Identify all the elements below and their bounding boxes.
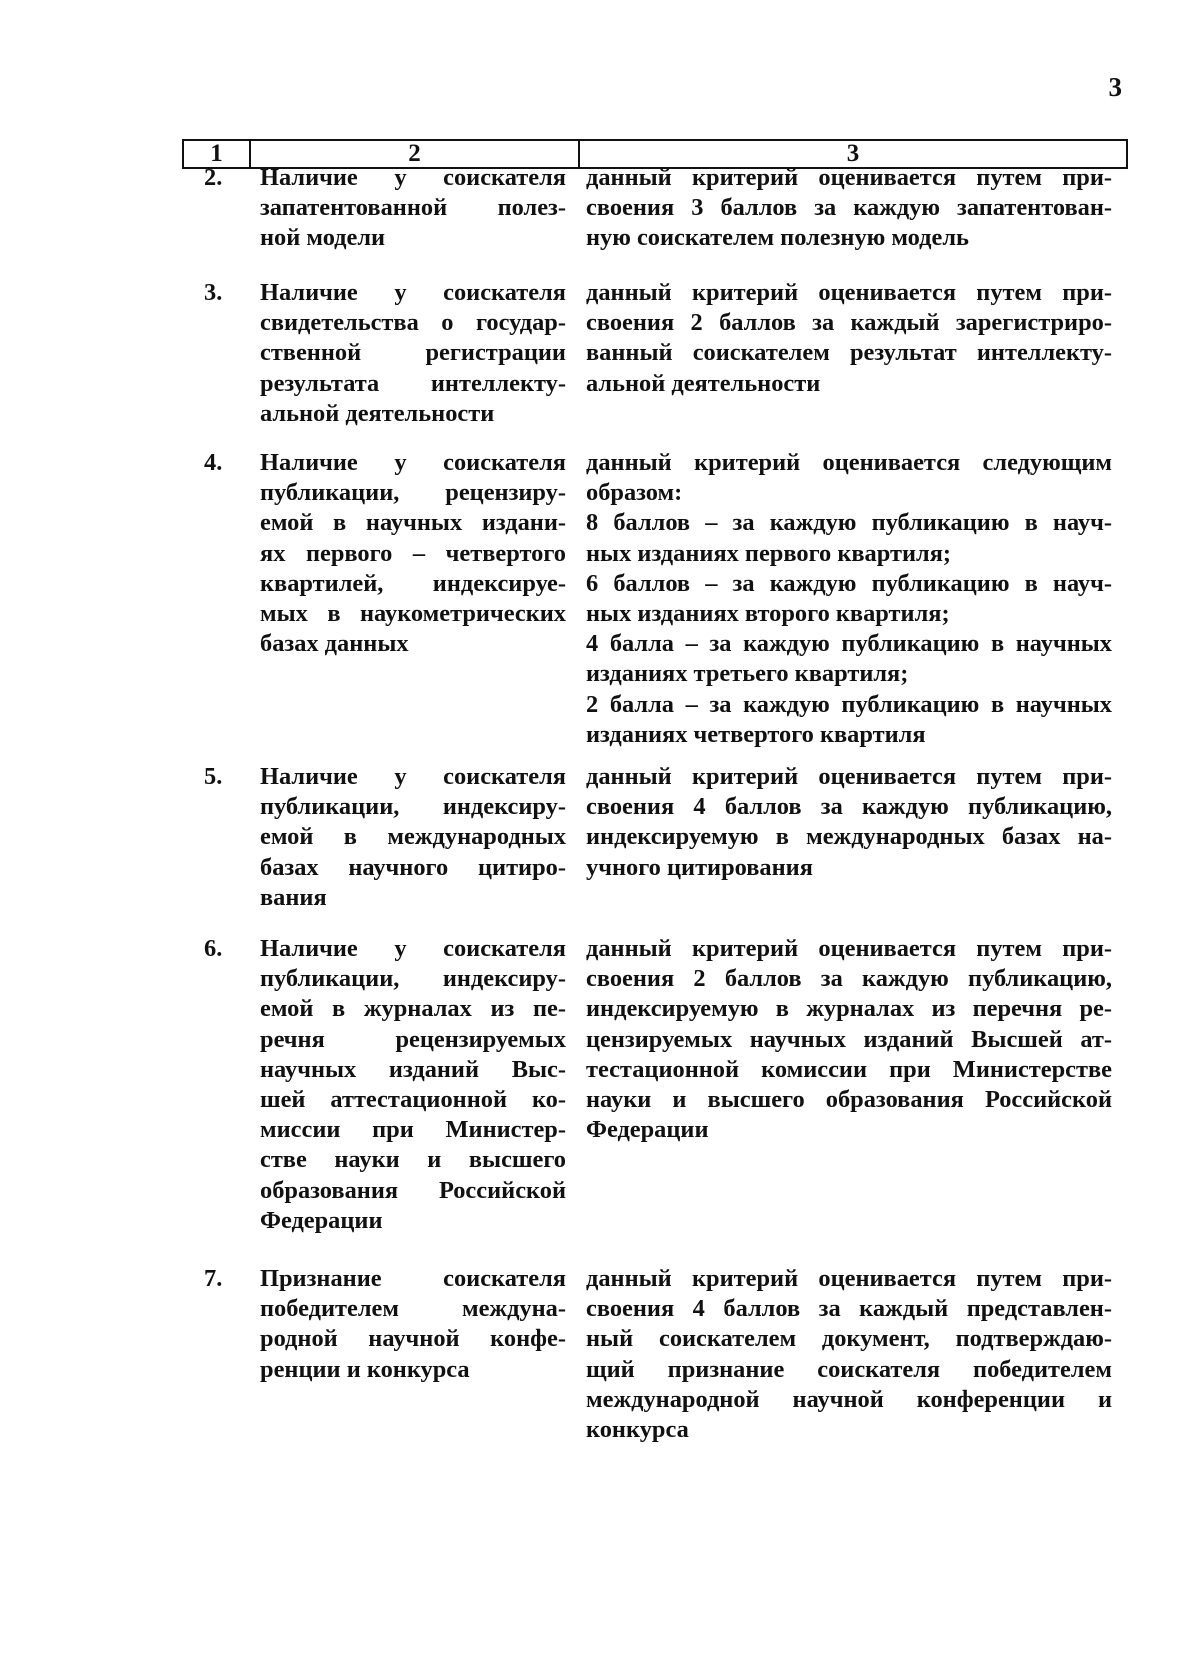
criterion-line: результата интеллекту- [260, 369, 566, 397]
assessment-line: индексируемую в журналах из перечня ре- [586, 995, 1112, 1023]
assessment-line: образом: [586, 479, 683, 507]
row-number: 5. [204, 763, 223, 790]
assessment-line: своения 4 баллов за каждую публикацию, [586, 793, 1112, 821]
criterion-line: публикации, индексиру- [260, 965, 566, 993]
assessment-line: ванный соискателем результат интеллекту- [586, 339, 1112, 367]
criterion-line: ственной регистрации [260, 339, 566, 367]
assessment-line: ную соискателем полезную модель [586, 224, 969, 252]
row-number: 2. [204, 164, 223, 191]
assessment-line: своения 2 баллов за каждую публикацию, [586, 965, 1112, 993]
assessment-line: альной деятельности [586, 369, 821, 397]
criterion-line: Федерации [260, 1206, 383, 1234]
assessment-line: конкурса [586, 1416, 689, 1444]
assessment-line: данный критерий оценивается путем при- [586, 279, 1112, 306]
assessment-line: данный критерий оценивается следующим [586, 449, 1112, 476]
assessment-line: своения 2 баллов за каждый зарегистриро- [586, 309, 1112, 337]
criterion-line: альной деятельности [260, 399, 495, 427]
header-col-1: 1 [184, 141, 251, 167]
row-number: 6. [204, 935, 223, 962]
row-number: 3. [204, 279, 223, 306]
assessment-line: щий признание соискателя победителем [586, 1355, 1112, 1383]
assessment-line: индексируемую в международных базах на- [586, 823, 1112, 851]
assessment-cell [586, 762, 1112, 883]
assessment-line: ных изданиях первого квартиля; [586, 539, 952, 567]
row-number: 7. [204, 1265, 223, 1292]
criterion-line: емой в международных [260, 823, 566, 851]
criterion-line: вания [260, 883, 327, 911]
criterion-line: базах данных [260, 630, 409, 658]
criterion-line: Наличие у соискателя [260, 935, 566, 962]
criterion-cell [260, 934, 566, 1236]
criterion-line: Наличие у соискателя [260, 164, 566, 191]
criterion-line: ной модели [260, 224, 386, 252]
header-col-3: 3 [846, 140, 860, 167]
criterion-line: Наличие у соискателя [260, 449, 566, 476]
assessment-cell [586, 278, 1112, 399]
criterion-line: емой в журналах из пе- [260, 995, 566, 1023]
assessment-line: 4 балла – за каждую публикацию в научных [586, 630, 1112, 658]
assessment-cell [586, 163, 1112, 254]
criterion-line: свидетельства о государ- [260, 309, 566, 337]
assessment-line: 2 балла – за каждую публикацию в научных [586, 690, 1112, 718]
assessment-line: изданиях третьего квартиля; [586, 660, 909, 688]
assessment-cell [586, 1264, 1112, 1445]
assessment-line: данный критерий оценивается путем при- [586, 935, 1112, 962]
criterion-line: публикации, рецензиру- [260, 479, 566, 507]
row-number: 4. [204, 449, 223, 476]
assessment-line: учного цитирования [586, 853, 813, 881]
assessment-line: Федерации [586, 1116, 709, 1144]
criterion-line: базах научного цитиро- [260, 853, 566, 881]
assessment-line: науки и высшего образования Российской [586, 1086, 1112, 1114]
assessment-line: тестационной комиссии при Министерстве [586, 1055, 1112, 1083]
criterion-cell [260, 278, 566, 429]
criterion-line: Признание соискателя [260, 1265, 566, 1292]
criterion-line: стве науки и высшего [260, 1146, 566, 1174]
criterion-line: ренции и конкурса [260, 1355, 470, 1383]
assessment-line: данный критерий оценивается путем при- [586, 164, 1112, 191]
header-col-2: 2 [251, 141, 580, 167]
assessment-cell [586, 934, 1112, 1145]
assessment-line: данный критерий оценивается путем при- [586, 1265, 1112, 1292]
criterion-line: ях первого – четвертого [260, 539, 566, 567]
assessment-line: ных изданиях второго квартиля; [586, 600, 950, 628]
criterion-line: научных изданий Выс- [260, 1055, 566, 1083]
criterion-cell [260, 1264, 566, 1385]
criterion-line: мых в наукометрических [260, 600, 566, 628]
criterion-line: Наличие у соискателя [260, 279, 566, 306]
criterion-line: победителем междуна- [260, 1295, 566, 1323]
criterion-line: Наличие у соискателя [260, 763, 566, 790]
criterion-line: образования Российской [260, 1176, 566, 1204]
assessment-cell [586, 448, 1112, 750]
assessment-line: международной научной конференции и [586, 1385, 1112, 1413]
assessment-line: ный соискателем документ, подтверждаю- [586, 1325, 1112, 1353]
criterion-cell [260, 163, 566, 254]
assessment-line: своения 3 баллов за каждую запатентован- [586, 194, 1112, 222]
assessment-line: изданиях четвертого квартиля [586, 720, 926, 748]
page-number: 3 [1108, 72, 1122, 102]
criterion-line: емой в научных издани- [260, 509, 566, 537]
criterion-cell [260, 762, 566, 913]
criterion-line: шей аттестационной ко- [260, 1086, 566, 1114]
assessment-line: данный критерий оценивается путем при- [586, 763, 1112, 790]
assessment-line: своения 4 баллов за каждый представлен- [586, 1295, 1112, 1323]
criterion-line: квартилей, индексируе- [260, 569, 566, 597]
criterion-line: родной научной конфе- [260, 1325, 566, 1353]
assessment-line: 6 баллов – за каждую публикацию в науч- [586, 569, 1112, 597]
assessment-line: 8 баллов – за каждую публикацию в науч- [586, 509, 1112, 537]
criterion-line: миссии при Министер- [260, 1116, 566, 1144]
criterion-cell [260, 448, 566, 659]
criterion-line: публикации, индексиру- [260, 793, 566, 821]
criterion-line: запатентованной полез- [260, 194, 566, 222]
assessment-line: цензируемых научных изданий Высшей ат- [586, 1025, 1112, 1053]
criterion-line: речня рецензируемых [260, 1025, 566, 1053]
